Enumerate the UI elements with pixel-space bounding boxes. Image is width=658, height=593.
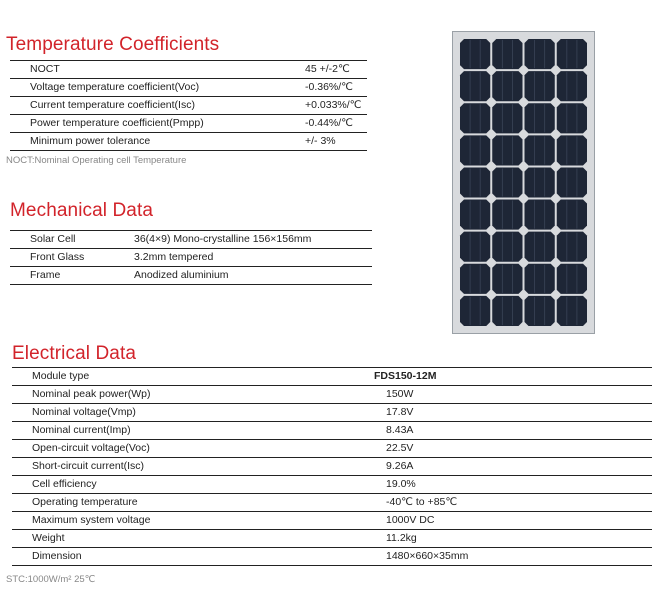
solar-cell xyxy=(492,264,522,294)
row-value: 1480×660×35mm xyxy=(386,550,469,562)
row-label: Dimension xyxy=(32,550,82,562)
solar-cell xyxy=(557,39,587,69)
solar-cell xyxy=(525,103,555,133)
mechanical-title: Mechanical Data xyxy=(10,200,154,221)
row-label: NOCT xyxy=(30,63,60,75)
row-label: Maximum system voltage xyxy=(32,514,151,526)
row-value: 8.43A xyxy=(386,424,414,436)
mechanical-table xyxy=(10,230,372,285)
row-value: +0.033%/℃ xyxy=(305,99,362,111)
solar-cell xyxy=(525,167,555,197)
table-row xyxy=(10,97,367,115)
solar-cell xyxy=(557,232,587,262)
solar-panel-image xyxy=(452,31,595,334)
solar-cell xyxy=(492,200,522,230)
solar-cell xyxy=(557,296,587,326)
table-row xyxy=(12,512,652,530)
table-row xyxy=(12,404,652,422)
table-row xyxy=(10,231,372,249)
solar-cell xyxy=(460,71,490,101)
row-label: Nominal current(Imp) xyxy=(32,424,131,436)
row-label: Short-circuit current(Isc) xyxy=(32,460,145,472)
table-row xyxy=(12,386,652,404)
table-row xyxy=(10,249,372,267)
row-label: Frame xyxy=(30,269,61,281)
solar-cell xyxy=(460,232,490,262)
row-value: 9.26A xyxy=(386,460,414,472)
row-value: 11.2kg xyxy=(386,532,417,544)
solar-cell xyxy=(460,103,490,133)
row-label: Operating temperature xyxy=(32,496,138,508)
table-row xyxy=(10,133,367,151)
solar-cell xyxy=(557,135,587,165)
solar-cell xyxy=(525,71,555,101)
temperature-table xyxy=(10,60,367,151)
table-row xyxy=(12,422,652,440)
solar-cell xyxy=(460,135,490,165)
table-row xyxy=(12,530,652,548)
table-row xyxy=(12,548,652,566)
row-value: 22.5V xyxy=(386,442,414,454)
solar-cell xyxy=(492,135,522,165)
row-value: 45 +/-2℃ xyxy=(305,63,350,75)
solar-panel-cells xyxy=(453,32,594,333)
row-value: 36(4×9) Mono-crystalline 156×156mm xyxy=(134,233,312,245)
solar-cell xyxy=(525,135,555,165)
solar-cell xyxy=(460,264,490,294)
solar-cell xyxy=(525,232,555,262)
row-label: Cell efficiency xyxy=(32,478,97,490)
row-label: Open-circuit voltage(Voc) xyxy=(32,442,150,454)
row-value: 17.8V xyxy=(386,406,414,418)
table-row xyxy=(12,476,652,494)
table-row xyxy=(12,494,652,512)
stc-note: STC:1000W/m² 25℃ xyxy=(6,574,96,585)
temperature-note: NOCT:Nominal Operating cell Temperature xyxy=(6,155,187,166)
temperature-title: Temperature Coefficients xyxy=(6,34,220,55)
table-row xyxy=(10,79,367,97)
solar-cell xyxy=(492,167,522,197)
table-row xyxy=(12,368,652,386)
row-label: Module type xyxy=(32,370,90,382)
electrical-title: Electrical Data xyxy=(12,343,136,364)
solar-cell xyxy=(492,232,522,262)
solar-cell xyxy=(492,39,522,69)
row-value: +/- 3% xyxy=(305,135,336,147)
row-label: Minimum power tolerance xyxy=(30,135,151,147)
solar-cell xyxy=(557,71,587,101)
row-value: Anodized aluminium xyxy=(134,269,229,281)
solar-cell xyxy=(525,264,555,294)
electrical-table xyxy=(12,367,652,566)
row-label: Weight xyxy=(32,532,65,544)
row-value: -40℃ to +85℃ xyxy=(386,496,458,508)
solar-cell xyxy=(525,296,555,326)
solar-cell xyxy=(557,103,587,133)
table-row xyxy=(10,115,367,133)
row-label: Power temperature coefficient(Pmpp) xyxy=(30,117,204,129)
row-label: Front Glass xyxy=(30,251,85,263)
row-value: -0.36%/℃ xyxy=(305,81,353,93)
row-label: Solar Cell xyxy=(30,233,76,245)
row-label: Nominal peak power(Wp) xyxy=(32,388,151,400)
solar-cell xyxy=(460,296,490,326)
solar-cell xyxy=(492,103,522,133)
solar-cell xyxy=(557,200,587,230)
solar-cell xyxy=(557,167,587,197)
solar-cell xyxy=(492,71,522,101)
row-value: 3.2mm tempered xyxy=(134,251,214,263)
solar-cell xyxy=(557,264,587,294)
table-row xyxy=(12,458,652,476)
row-value: -0.44%/℃ xyxy=(305,117,353,129)
row-label: Current temperature coefficient(Isc) xyxy=(30,99,195,111)
row-label: Voltage temperature coefficient(Voc) xyxy=(30,81,200,93)
solar-cell xyxy=(460,39,490,69)
row-value: 1000V DC xyxy=(386,514,435,526)
table-row xyxy=(10,267,372,285)
solar-cell xyxy=(460,200,490,230)
row-value: 150W xyxy=(386,388,414,400)
table-row xyxy=(12,440,652,458)
solar-cell xyxy=(525,39,555,69)
table-row xyxy=(10,61,367,79)
solar-cell xyxy=(460,167,490,197)
row-value: FDS150-12M xyxy=(374,370,437,382)
solar-cell xyxy=(492,296,522,326)
row-value: 19.0% xyxy=(386,478,416,490)
row-label: Nominal voltage(Vmp) xyxy=(32,406,136,418)
solar-cell xyxy=(525,200,555,230)
